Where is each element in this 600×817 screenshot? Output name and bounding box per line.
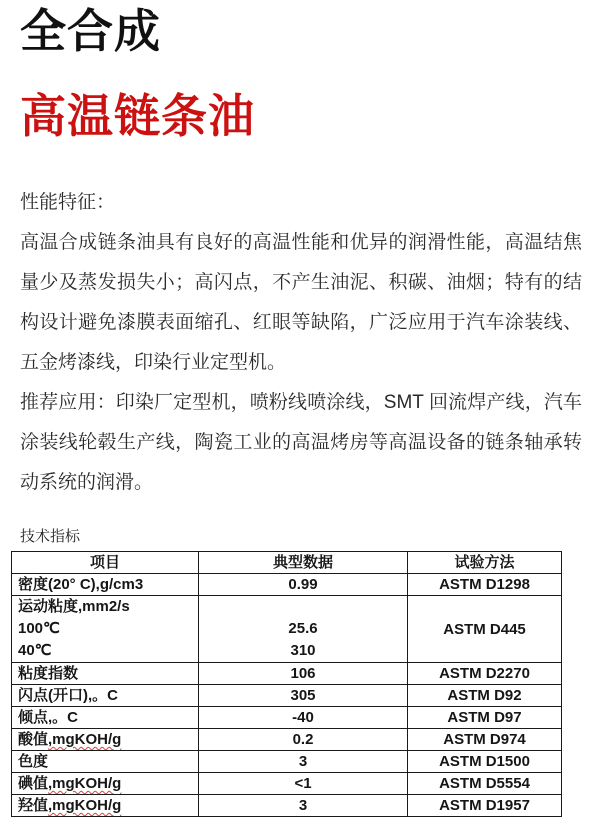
header-method: 试验方法 [408, 552, 562, 574]
value-cell: 305 [199, 685, 408, 707]
method-cell: ASTM D1957 [408, 795, 562, 817]
table-row [12, 574, 562, 596]
body-text [20, 183, 582, 503]
item-cell: 闪点(开口),。C [12, 685, 199, 707]
value-cell: -40 [199, 707, 408, 729]
section-heading: 性能特征： [20, 192, 116, 214]
method-cell: ASTM D92 [408, 685, 562, 707]
table-row [12, 685, 562, 707]
table-row-viscosity [12, 596, 562, 663]
value-cell: <1 [199, 773, 408, 795]
tech-spec-label: 技术指标 [20, 528, 81, 546]
method-cell: ASTM D974 [408, 729, 562, 751]
table-row [12, 773, 562, 795]
value-cell: 3 [199, 751, 408, 773]
application-paragraph: 推荐应用：印染厂定型机，喷粉线喷涂线，SMT 回流焊产线，汽车涂装线轮毂生产线，陶瓷工业的高温烤房等高温设备的链条轴承转动系统的润滑。 [20, 392, 582, 494]
item-cell: 密度(20° C),g/cm3 [12, 574, 199, 596]
table-header-row [12, 552, 562, 574]
header-value: 典型数据 [199, 552, 408, 574]
value-cell: 106 [199, 663, 408, 685]
item-cell: 色度 [12, 751, 199, 773]
item-cell: 羟值,mgKOH/g [12, 795, 199, 817]
method-cell: ASTM D1500 [408, 751, 562, 773]
table-row [12, 795, 562, 817]
table-row [12, 751, 562, 773]
table-row [12, 729, 562, 751]
value-cell: 0.2 [199, 729, 408, 751]
spec-table [11, 551, 562, 817]
item-cell: 酸值,mgKOH/g [12, 729, 199, 751]
item-cell: 倾点,。C [12, 707, 199, 729]
table-row [12, 707, 562, 729]
header-item: 项目 [12, 552, 199, 574]
page-title: 全合成 [20, 5, 161, 57]
method-cell: ASTM D97 [408, 707, 562, 729]
method-cell: ASTM D445 [408, 596, 562, 663]
product-name: 高温链条油 [20, 89, 255, 142]
item-cell: 粘度指数 [12, 663, 199, 685]
value-cell: 3 [199, 795, 408, 817]
performance-paragraph: 高温合成链条油具有良好的高温性能和优异的润滑性能，高温结焦量少及蒸发损失小；高闪点，不产生油泥、积碳、油烟；特有的结构设计避免漆膜表面缩孔、红眼等缺陷，广泛应用于汽车涂装线、五金烤漆线，印染行业定型机。 [20, 232, 582, 374]
table-row [12, 663, 562, 685]
item-cell: 运动粘度,mm2/s 100℃ 40℃ [12, 596, 199, 663]
method-cell: ASTM D1298 [408, 574, 562, 596]
method-cell: ASTM D2270 [408, 663, 562, 685]
value-cell: 0.99 [199, 574, 408, 596]
item-cell: 碘值,mgKOH/g [12, 773, 199, 795]
value-cell: 25.6 310 [199, 596, 408, 663]
method-cell: ASTM D5554 [408, 773, 562, 795]
